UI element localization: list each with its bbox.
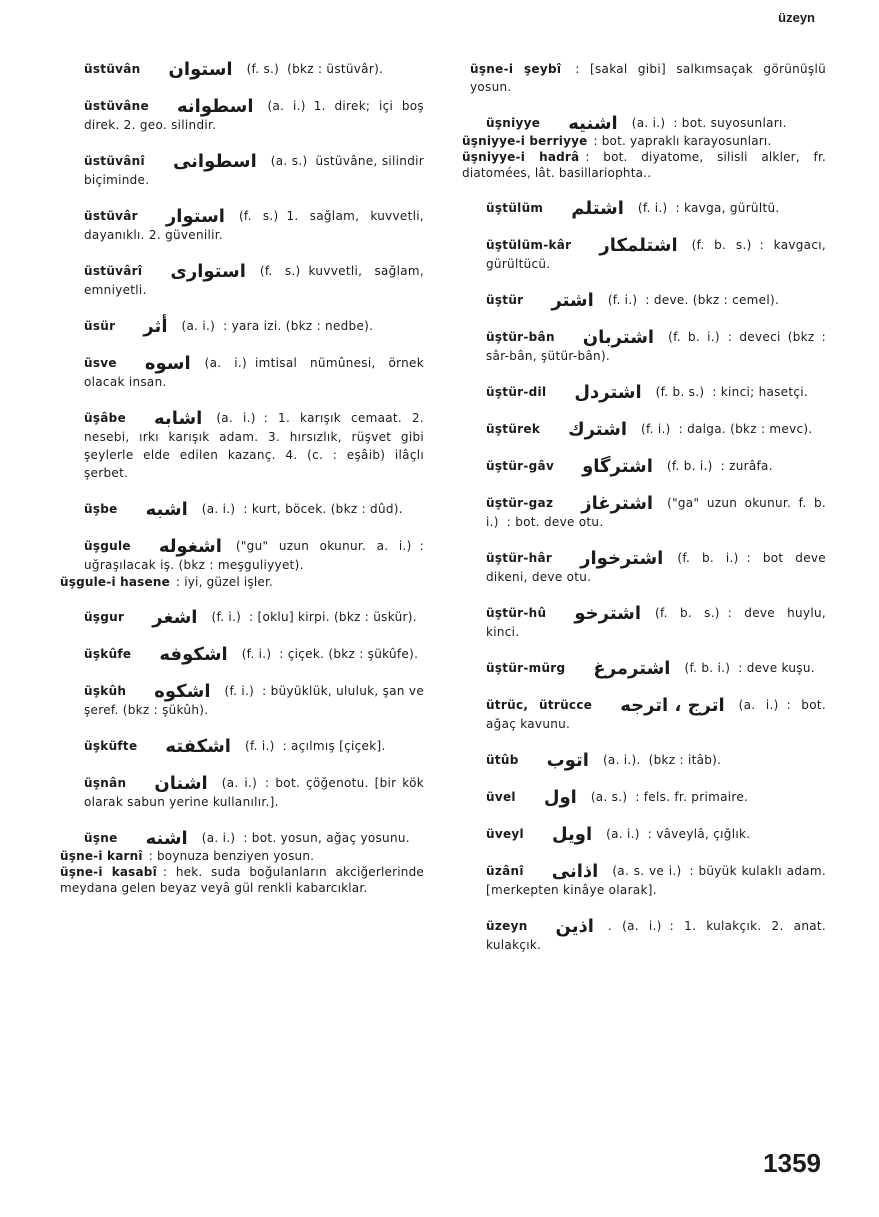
- entry-headword: üştür-gaz: [486, 496, 554, 510]
- dictionary-entry: [448, 383, 826, 402]
- entry-grammar: (a. i.): [201, 502, 236, 516]
- entry-arabic-script: اذين: [555, 916, 594, 937]
- entry-arabic-script: اشتربان: [582, 327, 655, 348]
- entry-definition: kuvvetli, sağlam, emniyetli.: [84, 264, 424, 297]
- entry-arabic-script: اشتر: [551, 290, 594, 311]
- entry-arabic-script: اسطوانه: [176, 96, 254, 117]
- entry-definition: : büyüklük, ululuk, şan ve şeref. (bkz : şükûh).: [84, 684, 424, 717]
- entry-arabic-script: اشترمرغ: [593, 658, 671, 679]
- dictionary-entry: [448, 751, 826, 770]
- entry-line: [448, 549, 826, 586]
- entry-definition: : kavgacı, gürültücü.: [486, 238, 826, 271]
- dictionary-entry: [448, 825, 826, 844]
- dictionary-entry: [448, 114, 826, 181]
- dictionary-entry: [46, 97, 424, 134]
- entry-arabic-script: اسطوانى: [172, 151, 257, 172]
- entry-arabic-script: اويل: [551, 824, 593, 845]
- entry-headword: üşgur: [84, 610, 125, 624]
- sub-entry-headword: üşniyye-i berriyye: [462, 134, 588, 148]
- entry-headword: üşkûh: [84, 684, 127, 698]
- entry-headword: üşniyye: [486, 116, 541, 130]
- entry-line: [448, 494, 826, 531]
- entry-grammar: (a. s. ve i.): [612, 864, 682, 878]
- entry-line: [46, 537, 424, 574]
- entry-line: [46, 774, 424, 811]
- entry-grammar: (a. i.): [201, 831, 236, 845]
- entry-line: [46, 500, 424, 519]
- entry-definition: : dalga. (bkz : mevc).: [678, 422, 813, 436]
- entry-headword: üvel: [486, 790, 516, 804]
- entry-grammar: (f. s.): [246, 62, 280, 76]
- entry-arabic-script: اشترخو: [574, 603, 642, 624]
- entry-grammar: (a. i.): [221, 776, 258, 790]
- entry-line: [448, 420, 826, 439]
- entry-definition: : kinci; hasetçi.: [712, 385, 809, 399]
- dictionary-entry: [46, 60, 424, 79]
- entry-grammar: (f. s.): [259, 264, 301, 278]
- dictionary-entry: [448, 291, 826, 310]
- entry-grammar: (a. i.): [181, 319, 216, 333]
- entry-arabic-script: اسوه: [144, 353, 191, 374]
- entry-headword: üştür-hû: [486, 606, 547, 620]
- entry-arabic-script: اشترغاز: [581, 493, 654, 514]
- left-column: [46, 60, 424, 914]
- entry-headword: üşnân: [84, 776, 127, 790]
- sub-entry-definition: : boynuza benziyen yosun.: [148, 849, 315, 863]
- entry-grammar: (f. i.): [641, 422, 671, 436]
- dictionary-entry: [46, 409, 424, 482]
- entry-grammar: (f. b. s.): [655, 606, 720, 620]
- entry-line: [448, 917, 826, 954]
- dictionary-entry: [448, 236, 826, 273]
- entry-arabic-script: استوار: [165, 206, 225, 227]
- dictionary-entry: [448, 60, 826, 96]
- entry-line: [448, 383, 826, 402]
- entry-definition: : [sakal gibi] salkımsaçak görünüşlü yosun.: [470, 62, 826, 94]
- sub-entry-headword: üşne-i karnî: [60, 849, 143, 863]
- entry-definition: : kurt, böcek. (bkz : dûd).: [243, 502, 403, 516]
- entry-definition: : büyük kulaklı adam. [merkepten kinâye olarak].: [486, 864, 827, 897]
- entry-line: [448, 862, 826, 899]
- dictionary-entry: [46, 829, 424, 896]
- entry-arabic-script: اذانى: [551, 861, 599, 882]
- entry-arabic-script: اتوب: [546, 750, 589, 771]
- entry-grammar: (a. i.): [631, 116, 666, 130]
- entry-definition: : fels. fr. primaire.: [635, 790, 749, 804]
- dictionary-entry: [46, 537, 424, 590]
- entry-definition: : uğraşılacak iş. (bkz : meşguliyyet).: [84, 539, 424, 572]
- entry-definition: : deve. (bkz : cemel).: [645, 293, 780, 307]
- entry-definition: (bkz : itâb).: [648, 753, 722, 767]
- entry-arabic-script: اشتردل: [574, 382, 642, 403]
- entry-headword: üştür: [486, 293, 524, 307]
- entry-headword: üstüvâne: [84, 99, 149, 113]
- entry-arabic-script: اشترك: [568, 419, 628, 440]
- entry-headword: üsür: [84, 319, 116, 333]
- entry-line: [46, 262, 424, 299]
- entry-grammar: (a. s.): [590, 790, 628, 804]
- entry-grammar: (a. i.): [738, 698, 779, 712]
- entry-arabic-script: اشتلمكار: [599, 235, 678, 256]
- entry-arabic-script: اشنيه: [568, 113, 618, 134]
- dictionary-entry: [448, 696, 826, 733]
- sub-entry-definition: : hek. suda boğulanların akciğerlerinde meydana gelen beyaz veyâ gül renkli kabarcıklar.: [60, 865, 424, 895]
- entry-arabic-script: اشنان: [154, 773, 208, 794]
- entry-headword: üstüvânî: [84, 154, 145, 168]
- entry-arabic-script: أثر: [143, 316, 168, 337]
- entry-definition: : açılmış [çiçek].: [282, 739, 386, 753]
- entry-line: [46, 152, 424, 189]
- entry-grammar: (f. i.): [607, 293, 638, 307]
- entry-headword: üstüvâr: [84, 209, 138, 223]
- entry-arabic-script: اشابه: [154, 408, 203, 429]
- entry-definition: : yara izi. (bkz : nedbe).: [223, 319, 374, 333]
- entry-line: [448, 199, 826, 218]
- entry-line: [448, 114, 826, 133]
- entry-headword: üştür-hâr: [486, 551, 553, 565]
- dictionary-entry: [46, 500, 424, 519]
- entry-grammar: (f. b. i.): [684, 661, 731, 675]
- dictionary-entry: [448, 457, 826, 476]
- entry-headword: ütûb: [486, 753, 519, 767]
- dictionary-entry: [46, 317, 424, 336]
- dictionary-entry: [46, 645, 424, 664]
- entry-line: [448, 696, 826, 733]
- entry-definition: : bot deve dikeni, deve otu.: [486, 551, 826, 584]
- entry-definition: : bot. ağaç kavunu.: [486, 698, 826, 731]
- entry-definition: : kavga, gürültü.: [675, 201, 780, 215]
- entry-grammar: (f. i.): [244, 739, 275, 753]
- dictionary-entry: [46, 207, 424, 244]
- entry-arabic-script: اترج ، اترجه: [620, 695, 725, 716]
- entry-headword: üştürek: [486, 422, 541, 436]
- sub-entry-definition: : bot. yapraklı karayosunları.: [593, 134, 772, 148]
- entry-grammar: (a. i.): [606, 827, 640, 841]
- entry-headword: üşküfte: [84, 739, 138, 753]
- entry-grammar: ("ga" uzun okunur. f. b. i.): [486, 496, 826, 529]
- entry-line: [448, 788, 826, 807]
- entry-definition: 1. sağlam, kuvvetli, dayanıklı. 2. güvenilir.: [84, 209, 425, 242]
- entry-grammar: (f. i.): [224, 684, 255, 698]
- entry-grammar: (f. b. i.): [677, 551, 739, 565]
- entry-headword: üveyl: [486, 827, 524, 841]
- entry-grammar: (a. i.).: [602, 753, 641, 767]
- entry-line: [448, 328, 826, 365]
- dictionary-entry: [448, 494, 826, 531]
- dictionary-entry: [448, 604, 826, 641]
- entry-headword: üzeyn: [486, 919, 528, 933]
- dictionary-entry: [448, 420, 826, 439]
- entry-line: [46, 829, 424, 848]
- entry-definition: üstüvâne, silindir biçiminde.: [84, 154, 425, 187]
- entry-headword: üşbe: [84, 502, 118, 516]
- entry-headword: üşne-i şeybî: [470, 62, 562, 76]
- entry-arabic-script: اول: [543, 787, 577, 808]
- entry-headword: üstüvân: [84, 62, 141, 76]
- entry-definition: : deve huylu, kinci.: [486, 606, 827, 639]
- entry-arabic-script: اشغوله: [158, 536, 222, 557]
- sub-entry-headword: üşniyye-i hadrâ: [462, 150, 580, 164]
- dictionary-entry: [448, 549, 826, 586]
- entry-headword: üşâbe: [84, 411, 127, 425]
- entry-line: [46, 645, 424, 664]
- entry-grammar: (f. i.): [637, 201, 668, 215]
- dictionary-entry: [46, 682, 424, 719]
- entry-definition: : 1. kulakçık. 2. anat. kulakçık.: [486, 919, 826, 952]
- dictionary-entry: [448, 862, 826, 899]
- entry-definition: : zurâfa.: [720, 459, 773, 473]
- sub-entry-headword: üşgule-i hasene: [60, 575, 170, 589]
- entry-grammar: (f. b. i.): [666, 459, 713, 473]
- entry-arabic-script: اشكوه: [154, 681, 211, 702]
- entry-arabic-script: اشترخوار: [580, 548, 664, 569]
- entry-grammar: (f. i.): [241, 647, 272, 661]
- entry-grammar: ("gu" uzun okunur. a. i.): [235, 539, 412, 553]
- entry-headword: üştür-gâv: [486, 459, 555, 473]
- sub-entry: [46, 848, 424, 864]
- entry-line: [448, 659, 826, 678]
- entry-line: [448, 825, 826, 844]
- entry-grammar: . (a. i.): [607, 919, 662, 933]
- running-head: üzeyn: [778, 10, 815, 25]
- entry-headword: üstüvârî: [84, 264, 143, 278]
- entry-grammar: (a. s.): [270, 154, 308, 168]
- entry-grammar: (a. i.): [204, 356, 248, 370]
- sub-entry-definition: : iyi, güzel işler.: [175, 575, 274, 589]
- entry-definition: : bot. yosun, ağaç yosunu.: [243, 831, 410, 845]
- sub-entry-headword: üşne-i kasabî: [60, 865, 157, 879]
- entry-arabic-script: استوان: [168, 59, 233, 80]
- entry-line: [448, 291, 826, 310]
- entry-line: [448, 60, 826, 96]
- entry-definition: (bkz : üstüvâr).: [287, 62, 384, 76]
- entry-line: [46, 737, 424, 756]
- entry-grammar: (a. i.): [267, 99, 306, 113]
- entry-definition: 1. direk; içi boş direk. 2. geo. silindir.: [84, 99, 424, 132]
- sub-entry-definition: : bot. diyatome, silisli alkler, fr. diatomées, lât. basillariophta..: [462, 150, 826, 180]
- page-number: 1359: [763, 1148, 821, 1178]
- entry-arabic-script: اشترگاو: [582, 456, 653, 477]
- entry-arabic-script: اشنه: [145, 828, 188, 849]
- dictionary-entry: [46, 262, 424, 299]
- entry-line: [46, 97, 424, 134]
- entry-headword: üştür-dil: [486, 385, 547, 399]
- dictionary-entry: [46, 608, 424, 627]
- entry-line: [46, 682, 424, 719]
- entry-arabic-script: اشكفته: [165, 736, 231, 757]
- entry-definition: : vâveylâ, çığlık.: [647, 827, 751, 841]
- entry-headword: üştür-mürg: [486, 661, 566, 675]
- entry-definition: : bot. suyosunları.: [673, 116, 787, 130]
- entry-grammar: (f. s.): [238, 209, 279, 223]
- entry-line: [46, 60, 424, 79]
- entry-line: [448, 457, 826, 476]
- entry-grammar: (f. b. s.): [691, 238, 752, 252]
- entry-definition: imtisal nümûnesi, örnek olacak insan.: [84, 356, 424, 389]
- entry-headword: üştür-bân: [486, 330, 555, 344]
- entry-headword: üşne: [84, 831, 118, 845]
- sub-entry: [448, 133, 826, 149]
- entry-definition: : bot. çöğenotu. [bir kök olarak sabun yerine kullanılır.].: [84, 776, 424, 809]
- entry-headword: üştülüm-kâr: [486, 238, 572, 252]
- entry-definition: : 1. karışık cemaat. 2. nesebi, ırkı karışık adam. 3. hırsızlık, rüşvet gibi şeylerle elde edilen kazanç. 4. (c. : eşâib) ilâçlı şerbet.: [84, 411, 424, 480]
- entry-grammar: (a. i.): [216, 411, 256, 425]
- dictionary-entry: [448, 199, 826, 218]
- entry-arabic-script: اشبه: [145, 499, 188, 520]
- entry-definition: : çiçek. (bkz : şükûfe).: [279, 647, 419, 661]
- right-column: [448, 60, 826, 972]
- dictionary-entry: [46, 774, 424, 811]
- dictionary-entry: [448, 328, 826, 365]
- entry-grammar: (f. i.): [211, 610, 242, 624]
- entry-headword: üsve: [84, 356, 117, 370]
- entry-arabic-script: استوارى: [170, 261, 246, 282]
- entry-definition: : bot. deve otu.: [506, 515, 604, 529]
- entry-line: [46, 207, 424, 244]
- entry-definition: : deveci (bkz : sâr-bân, şütür-bân).: [486, 330, 826, 363]
- entry-headword: ütrüc, ütrücce: [486, 698, 593, 712]
- entry-line: [46, 608, 424, 627]
- dictionary-entry: [46, 354, 424, 391]
- sub-entry: [46, 574, 424, 590]
- entry-line: [46, 354, 424, 391]
- entry-arabic-script: اشغر: [152, 607, 198, 628]
- entry-arabic-script: اشكوفه: [159, 644, 228, 665]
- sub-entry: [46, 864, 424, 896]
- entry-grammar: (f. b. s.): [655, 385, 705, 399]
- sub-entry: [448, 149, 826, 181]
- entry-grammar: (f. b. i.): [668, 330, 720, 344]
- entry-definition: : deve kuşu.: [738, 661, 815, 675]
- dictionary-entry: [448, 917, 826, 954]
- entry-line: [448, 751, 826, 770]
- entry-line: [46, 317, 424, 336]
- entry-line: [448, 604, 826, 641]
- entry-arabic-script: اشتلم: [571, 198, 624, 219]
- entry-definition: : [oklu] kirpi. (bkz : üskür).: [249, 610, 417, 624]
- entry-headword: üşgule: [84, 539, 131, 553]
- dictionary-entry: [448, 659, 826, 678]
- dictionary-entry: [46, 152, 424, 189]
- dictionary-entry: [46, 737, 424, 756]
- entry-line: [448, 236, 826, 273]
- dictionary-entry: [448, 788, 826, 807]
- entry-line: [46, 409, 424, 482]
- entry-headword: üştülüm: [486, 201, 544, 215]
- entry-headword: üzânî: [486, 864, 524, 878]
- entry-headword: üşkûfe: [84, 647, 132, 661]
